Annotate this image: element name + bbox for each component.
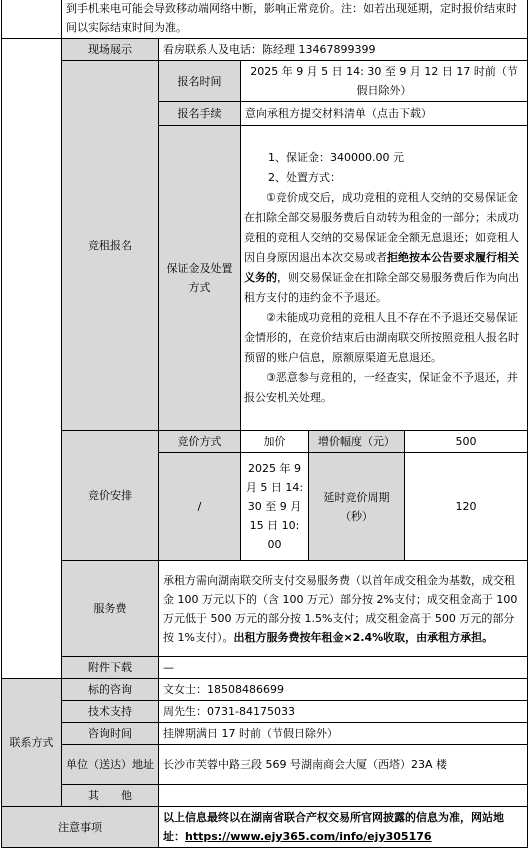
deposit-details — [241, 126, 528, 431]
registration-time-label: 报名时间 — [159, 61, 241, 102]
contact-row-value: 长沙市芙蓉中路三段 569 号湖南商会大厦（西塔）23A 楼 — [159, 745, 528, 785]
disposal-item-2: ②未能成功竞租的竞租人且不存在不予退还交易保证金情形的，在竞价结束后由湖南联交所按照竞租人报名时预留的账户信息，原额原渠道无息退还。 — [244, 311, 519, 364]
bid-period-value: 2025 年 9 月 5 日 14: 30 至 9 月 15 日 10: 00 — [241, 453, 309, 561]
contact-row-value: 挂牌期满日 17 时前（节假日除外） — [159, 723, 528, 745]
bidding-registration-label: 竞租报名 — [62, 61, 159, 431]
contact-row-label: 其 他 — [62, 785, 159, 807]
material-list-download-link[interactable]: 意向承租方提交材料清单（点击下载） — [241, 102, 528, 126]
announcement-table — [1, 0, 528, 848]
bid-method-value: 加价 — [241, 431, 309, 453]
bid-arrangement-label: 竞价安排 — [62, 431, 159, 561]
notes-label: 注意事项 — [2, 807, 159, 848]
deposit-label: 保证金及处置方式 — [159, 126, 241, 431]
contact-row-value — [159, 785, 528, 807]
attachment-label: 附件下载 — [62, 657, 159, 679]
disposal-item-3: ③恶意参与竞租的，一经查实，保证金不予退还，并报公安机关处理。 — [244, 371, 518, 404]
contact-row-value: 文女士：18508486699 — [159, 679, 528, 701]
registration-time-value: 2025 年 9 月 5 日 14: 30 至 9 月 12 日 17 时前（节假日除外） — [241, 61, 528, 102]
attachment-value[interactable]: — — [159, 657, 528, 679]
contact-row-label: 咨询时间 — [62, 723, 159, 745]
network-notice: 到手机来电可能会导致移动端网络中断，影响正常竞价。注：如若出现延期，定时报价结束时间以实际结束时间为准。 — [62, 0, 528, 39]
delay-period-label: 延时竞价周期（秒） — [309, 453, 405, 561]
delay-period-value: 120 — [405, 453, 528, 561]
contact-label: 联系方式 — [2, 679, 62, 807]
site-visit-value: 看房联系人及电话：陈经理 13467899399 — [159, 39, 528, 61]
bid-method-label: 竞价方式 — [159, 431, 241, 453]
disposal-item-1: ①竞价成交后，成功竞租的竞租人交纳的交易保证金在扣除全部交易服务费后自动转为租金的一部分；未成功竞租的竞租人交纳的交易保证金全额无息退还；如竞租人因自身原因退出本次交易或者拒绝按本公告要求履行相关义务的，则交易保证金在扣除全部交易服务费后作为向出租方支付的违约金不予退还。 — [244, 191, 519, 304]
contact-row-label: 单位（送达）地址 — [62, 745, 159, 785]
website-link[interactable]: https://www.ejy365.com/info/ejy305176 — [185, 830, 432, 843]
service-fee-text: 承租方需向湖南联交所支付交易服务费（以首年成交租金为基数，成交租金 100 万元以下的（含 100 万元）部分按 2%支付；成交租金高于 100 万元低于 500 万元的部分按 1.5%支付；成交租金高于 500 万元的部分按 1%支付）。出租方服务费按年租金×2.4%收取，由承租方承担。 — [159, 561, 528, 657]
site-visit-label: 现场展示 — [62, 39, 159, 61]
increment-label: 增价幅度（元） — [309, 431, 405, 453]
disposal-title: 2、处置方式： — [268, 171, 341, 184]
deposit-amount: 1、保证金：340000.00 元 — [268, 151, 404, 164]
service-fee-label: 服务费 — [62, 561, 159, 657]
notes-text: 以上信息最终以在湖南省联合产权交易所官网披露的信息为准，网站地址：https://www.ejy365.com/info/ejy305176 — [159, 807, 528, 848]
bid-period-slash: / — [159, 453, 241, 561]
contact-row-label: 标的咨询 — [62, 679, 159, 701]
registration-procedure-label: 报名手续 — [159, 102, 241, 126]
contact-row-value: 周先生：0731-84175033 — [159, 701, 528, 723]
contact-row-label: 技术支持 — [62, 701, 159, 723]
increment-value: 500 — [405, 431, 528, 453]
